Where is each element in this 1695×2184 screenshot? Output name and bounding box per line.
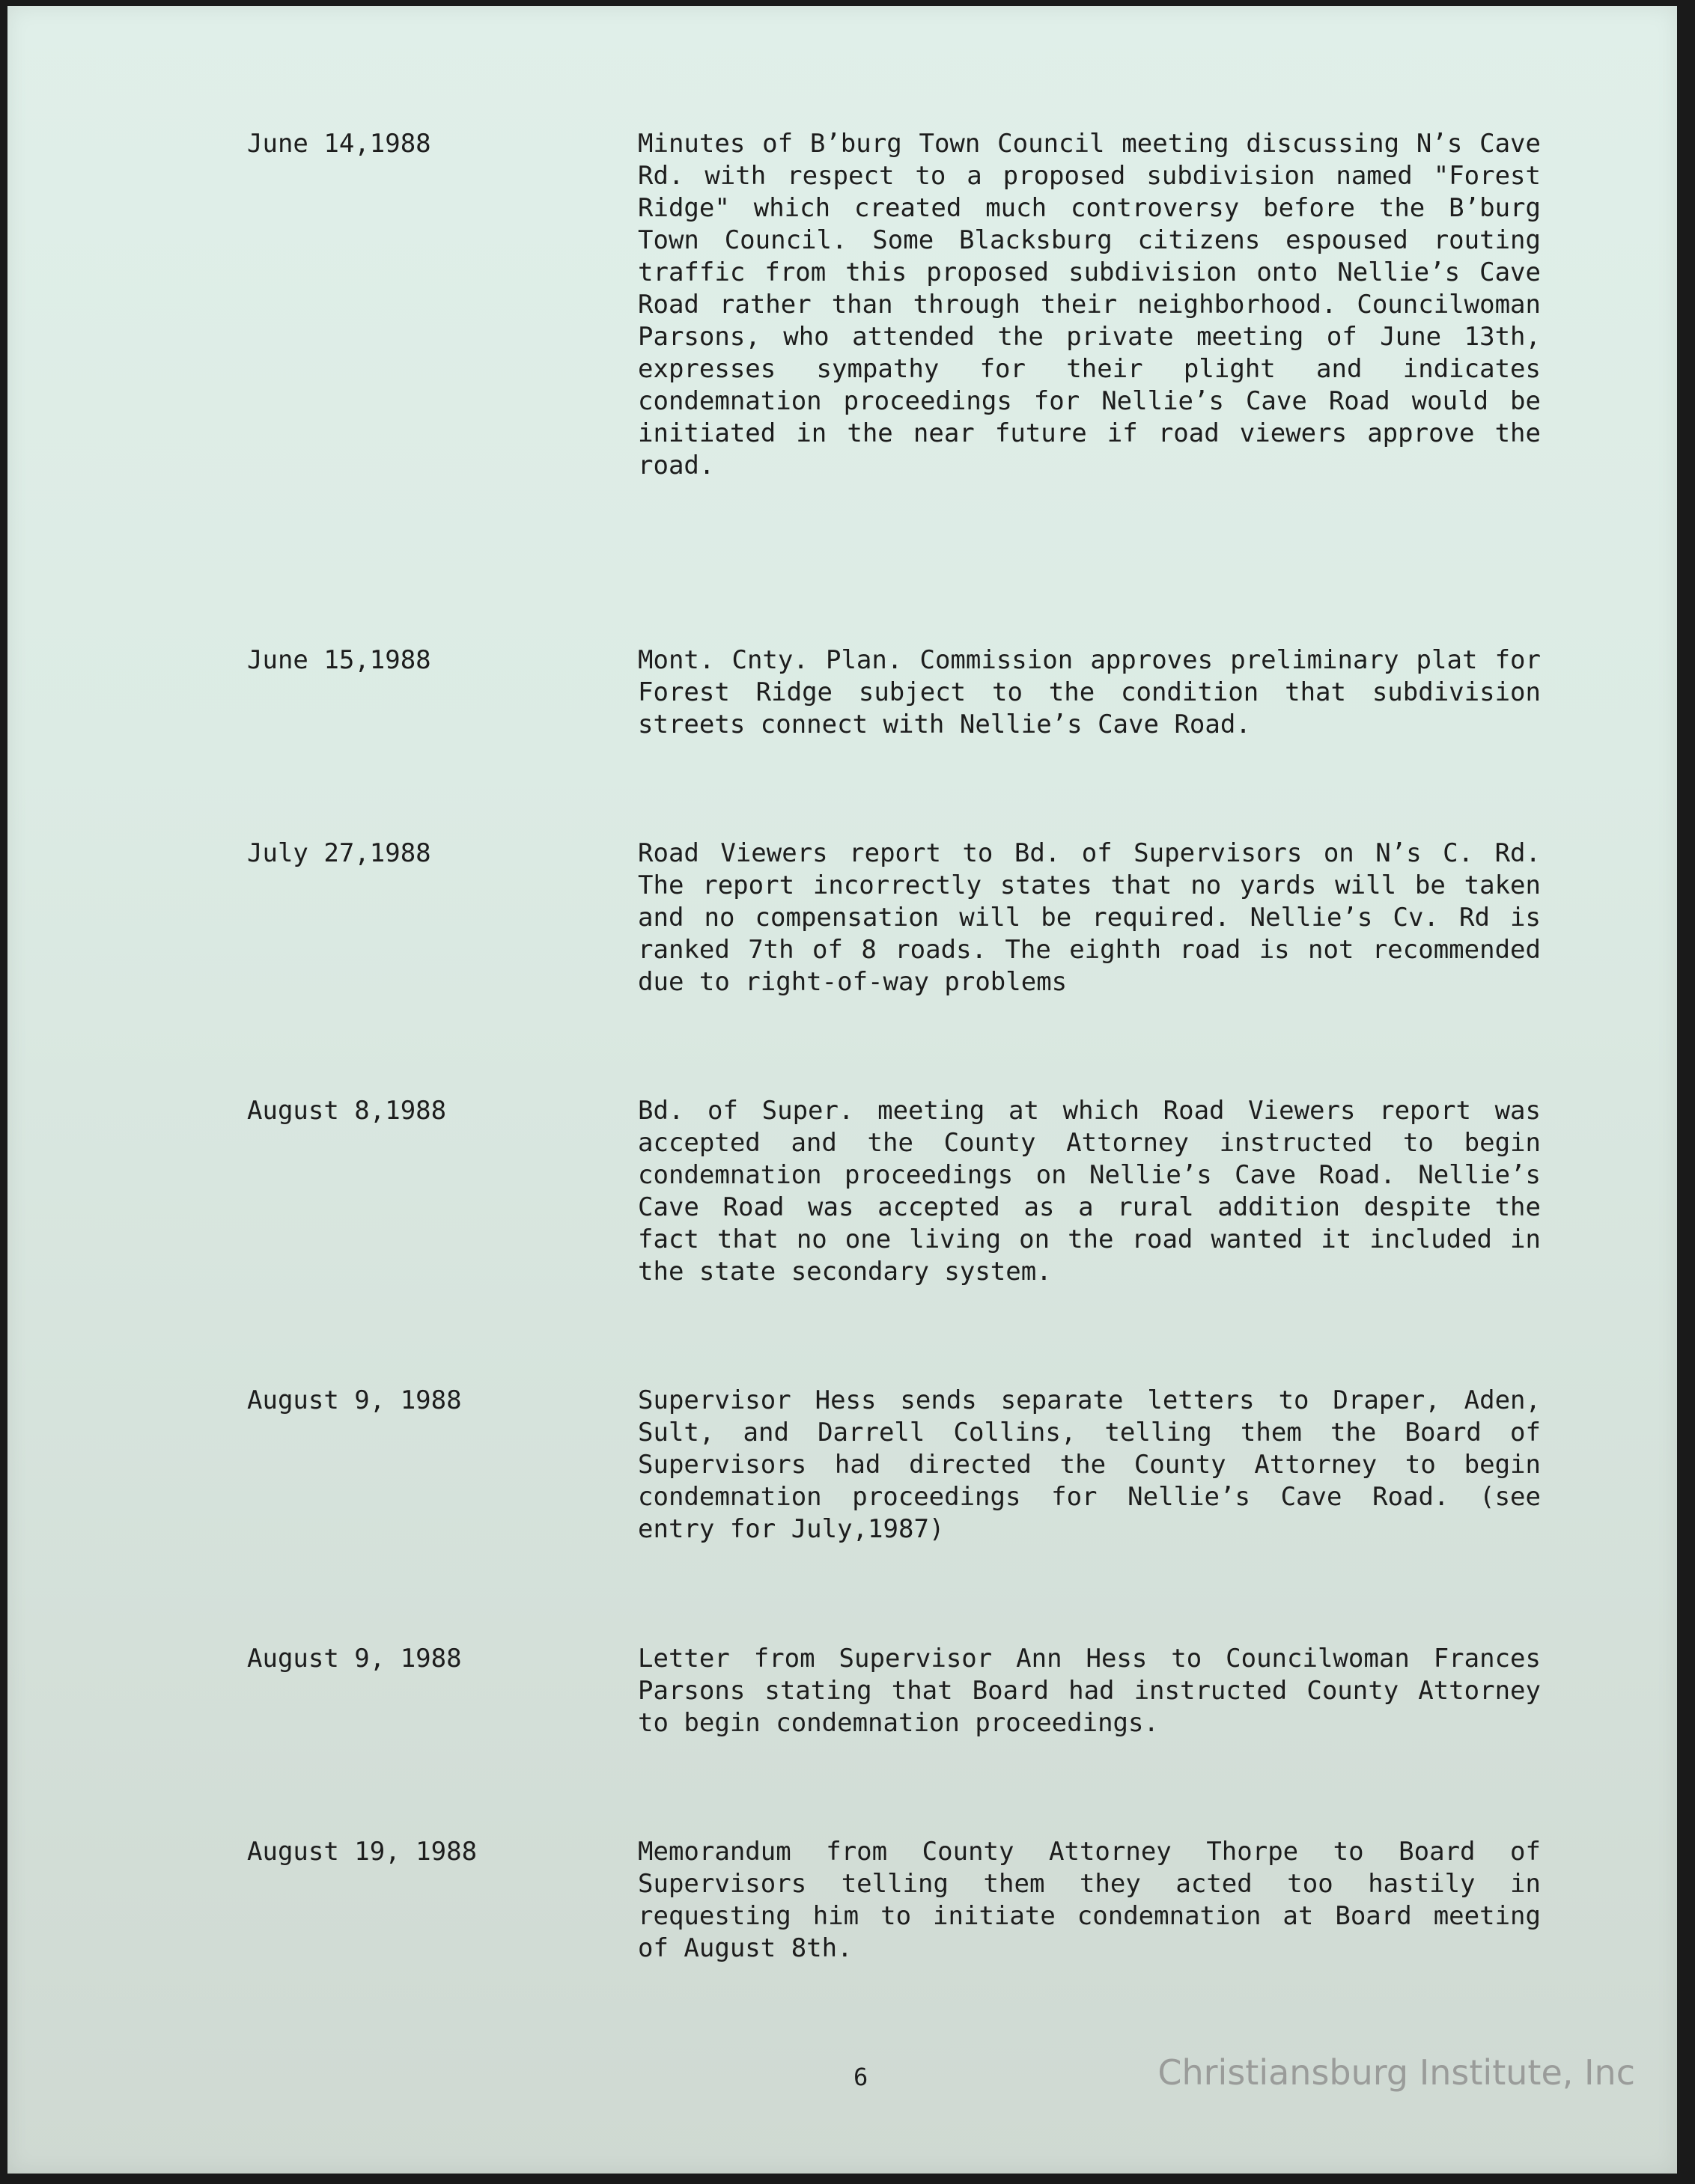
entry-date: August 9, 1988: [247, 1385, 462, 1415]
entry-text: Letter from Supervisor Ann Hess to Councilwoman Frances Parsons stating that Board had instructed County Attorney to begin condemnation proceedings.: [638, 1644, 1541, 1738]
entry-text: Mont. Cnty. Plan. Commission approves preliminary plat for Forest Ridge subject to the condition that subdivision streets connect with Nellie’s Cave Road.: [638, 645, 1541, 739]
entry-date: August 8,1988: [247, 1096, 447, 1126]
entry-date: August 19, 1988: [247, 1837, 478, 1867]
entry-date: August 9, 1988: [247, 1644, 462, 1674]
entry-date: June 14,1988: [247, 129, 431, 159]
page-number: 6: [853, 2063, 868, 2091]
document-page: [7, 6, 1677, 2174]
entry-text: Bd. of Super. meeting at which Road Viewers report was accepted and the County Attorney instructed to begin condemnation proceedings on Nellie’s Cave Road. Nellie’s Cave Road was accepted as a rural addition despite the fact that no one living on the road wanted it included in the state secondary system.: [638, 1096, 1541, 1287]
entry-text: Road Viewers report to Bd. of Supervisors on N’s C. Rd. The report incorrectly states that no yards will be taken and no compensation will be required. Nellie’s Cv. Rd is ranked 7th of 8 roads. The eighth road is not recommended due to right-of-way problems: [638, 838, 1541, 997]
watermark: Christiansburg Institute, Inc: [1157, 2052, 1635, 2093]
entry-text: Memorandum from County Attorney Thorpe to Board of Supervisors telling them they acted too hastily in requesting him to initiate condemnation at Board meeting of August 8th.: [638, 1837, 1541, 1963]
entry-date: July 27,1988: [247, 838, 431, 868]
entry-text: Minutes of B’burg Town Council meeting discussing N’s Cave Rd. with respect to a proposed subdivision named "Forest Ridge" which created much controversy before the B’burg Town Council. Some Blacksburg citizens espoused routing traffic from this proposed subdivision onto Nellie’s Cave Road rather than through their neighborhood. Councilwoman Parsons, who attended the private meeting of June 13th, expresses sympathy for their plight and indicates condemnation proceedings for Nellie’s Cave Road would be initiated in the near future if road viewers approve the road.: [638, 129, 1541, 481]
entry-date: June 15,1988: [247, 645, 431, 675]
entry-text: Supervisor Hess sends separate letters to Draper, Aden, Sult, and Darrell Collins, telling them the Board of Supervisors had directed the County Attorney to begin condemnation proceedings for Nellie’s Cave Road. (see entry for July,1987): [638, 1385, 1541, 1544]
